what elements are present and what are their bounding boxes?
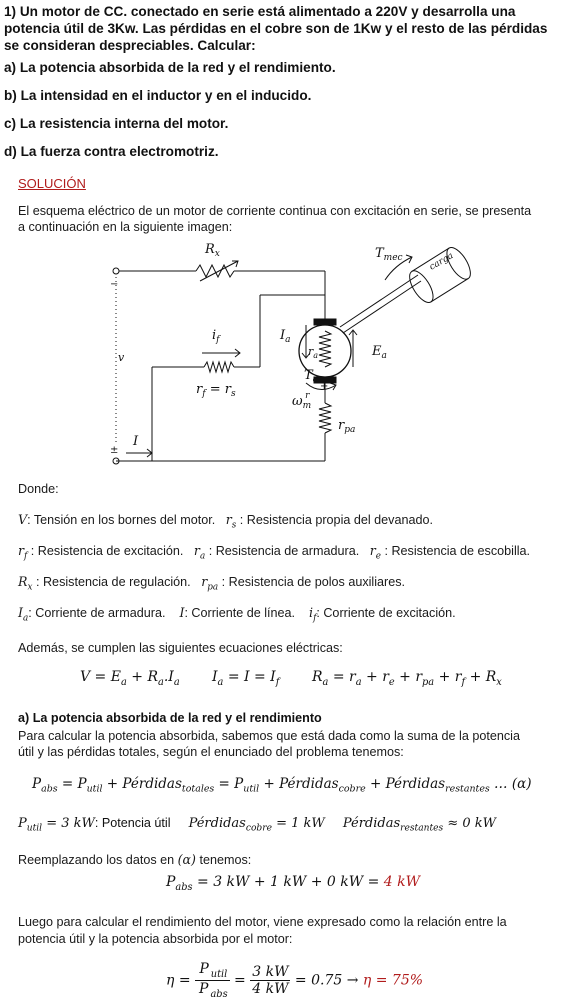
solution-heading: SOLUCIÓN bbox=[18, 176, 86, 191]
given-values: $P_{util} = 3$ kW: Potencia útil Pérdidas$_{cobre}$ = 1 kW Pérdidas$_{restantes}$ ≈ 0 kW bbox=[18, 816, 496, 834]
label-rpa: $r_{pa}$ bbox=[338, 418, 356, 435]
equation-2: $I_a = I = I_f$ bbox=[212, 669, 280, 688]
part-a-p1: Para calcular la potencia absorbida, sabemos que está dada como la suma de la potencia bbox=[18, 729, 520, 743]
label-i: I bbox=[133, 434, 139, 449]
power-equation: $P_{abs} = P_{util}$ + Pérdidas$_{totales}$ = $P_{util}$ + Pérdidas$_{cobre}$ + Pérdidas$_{restantes}$ … (α) bbox=[32, 776, 532, 795]
top-terminal bbox=[113, 268, 119, 274]
donde-line-3: $R_x$ : Resistencia de regulación. $r_{pa}$ : Resistencia de polos auxiliares. bbox=[18, 574, 406, 593]
efficiency-p1: Luego para calcular el rendimiento del motor, viene expresado como la relación entre la bbox=[18, 915, 507, 929]
label-plus: + bbox=[320, 381, 329, 392]
replace-line: Reemplazando los datos en (α) tenemos: bbox=[18, 852, 252, 867]
label-rf-eq: $r_f = r_s$ bbox=[196, 382, 236, 399]
equation-1: $V = E_a + R_a.I_a$ bbox=[80, 669, 180, 688]
load-cylinder bbox=[405, 244, 475, 306]
fraction-symbolic: $\frac{P _{util}}{P _{abs}}$ bbox=[195, 961, 230, 1000]
label-rx: $R_x$ bbox=[205, 242, 220, 259]
label-minus: − bbox=[320, 315, 329, 326]
donde-line-2: $r_f$ : Resistencia de excitación. $r_a$ : Resistencia de armadura. $r_e$ : Resistencia de escobilla. bbox=[18, 543, 531, 562]
solution-intro-2: a continuación en la siguiente imagen: bbox=[18, 220, 233, 234]
label-v: v bbox=[118, 351, 125, 364]
circuit-diagram bbox=[0, 235, 570, 470]
label-ia: $I_a$ bbox=[280, 328, 291, 345]
efficiency-equation: η = $\frac{P _{util}}{P _{abs}}$ = $\frac{3 kW}{4 kW}$ = 0.75 → η = 75% bbox=[166, 961, 424, 1000]
label-top-minus: − bbox=[110, 279, 119, 290]
label-ra: $r_a$ bbox=[308, 345, 319, 360]
label-ea: $E_a$ bbox=[372, 344, 387, 361]
donde-line-4: $I_a$: Corriente de armadura. I: Corriente de línea. $i_f$: Corriente de excitación. bbox=[18, 605, 456, 624]
problem-line-3: se consideran despreciables. Calcular: bbox=[4, 38, 256, 53]
label-te: $T_e$ bbox=[304, 368, 318, 385]
efficiency-p2: potencia útil y la potencia absorbida por el motor: bbox=[18, 932, 293, 946]
solution-intro-1: El esquema eléctrico de un motor de corriente continua con excitación en serie, se presenta bbox=[18, 204, 532, 218]
equation-3: $R_a = r_a + r_e + r_{pa} + r_f + R_x$ bbox=[312, 669, 502, 688]
problem-line-1: 1) Un motor de CC. conectado en serie está alimentado a 220V y desarrolla una bbox=[4, 4, 516, 19]
label-tmec: $T_{mec}$ bbox=[375, 246, 403, 263]
problem-statement bbox=[4, 3, 566, 54]
part-a-p2: útil y las pérdidas totales, según el enunciado del problema tenemos: bbox=[18, 745, 404, 759]
label-wm: $\omega_mr$ bbox=[292, 391, 312, 411]
label-pm: ± bbox=[110, 445, 119, 456]
question-a: a) La potencia absorbida de la red y el rendimiento. bbox=[4, 60, 336, 75]
problem-line-2: potencia útil de 3Kw. Las pérdidas en el cobre son de 1Kw y el resto de las pérdidas bbox=[4, 21, 548, 36]
ra-coil bbox=[319, 331, 331, 367]
label-carga: carga bbox=[427, 251, 456, 273]
fraction-numeric: $\frac{3 kW}{4 kW}$ bbox=[252, 963, 289, 997]
rx-resistor bbox=[196, 265, 234, 277]
rpa-coil bbox=[319, 403, 331, 433]
donde-line-1: V: Tensión en los bornes del motor. $r_s$ : Resistencia propia del devanado. bbox=[18, 512, 433, 531]
question-b: b) La intensidad en el inductor y en el inducido. bbox=[4, 88, 312, 103]
rf-coil bbox=[204, 362, 234, 372]
equations-intro: Además, se cumplen las siguientes ecuaciones eléctricas: bbox=[18, 641, 343, 655]
donde-label: Donde: bbox=[18, 482, 59, 496]
question-d: d) La fuerza contra electromotriz. bbox=[4, 144, 219, 159]
absorbed-power-result: $P_{abs} = 3$ kW + 1 kW + 0 kW = 4 kW bbox=[166, 874, 421, 893]
question-c: c) La resistencia interna del motor. bbox=[4, 116, 229, 131]
label-if: $i_f$ bbox=[212, 328, 220, 345]
part-a-heading: a) La potencia absorbida de la red y el rendimiento bbox=[18, 711, 322, 725]
